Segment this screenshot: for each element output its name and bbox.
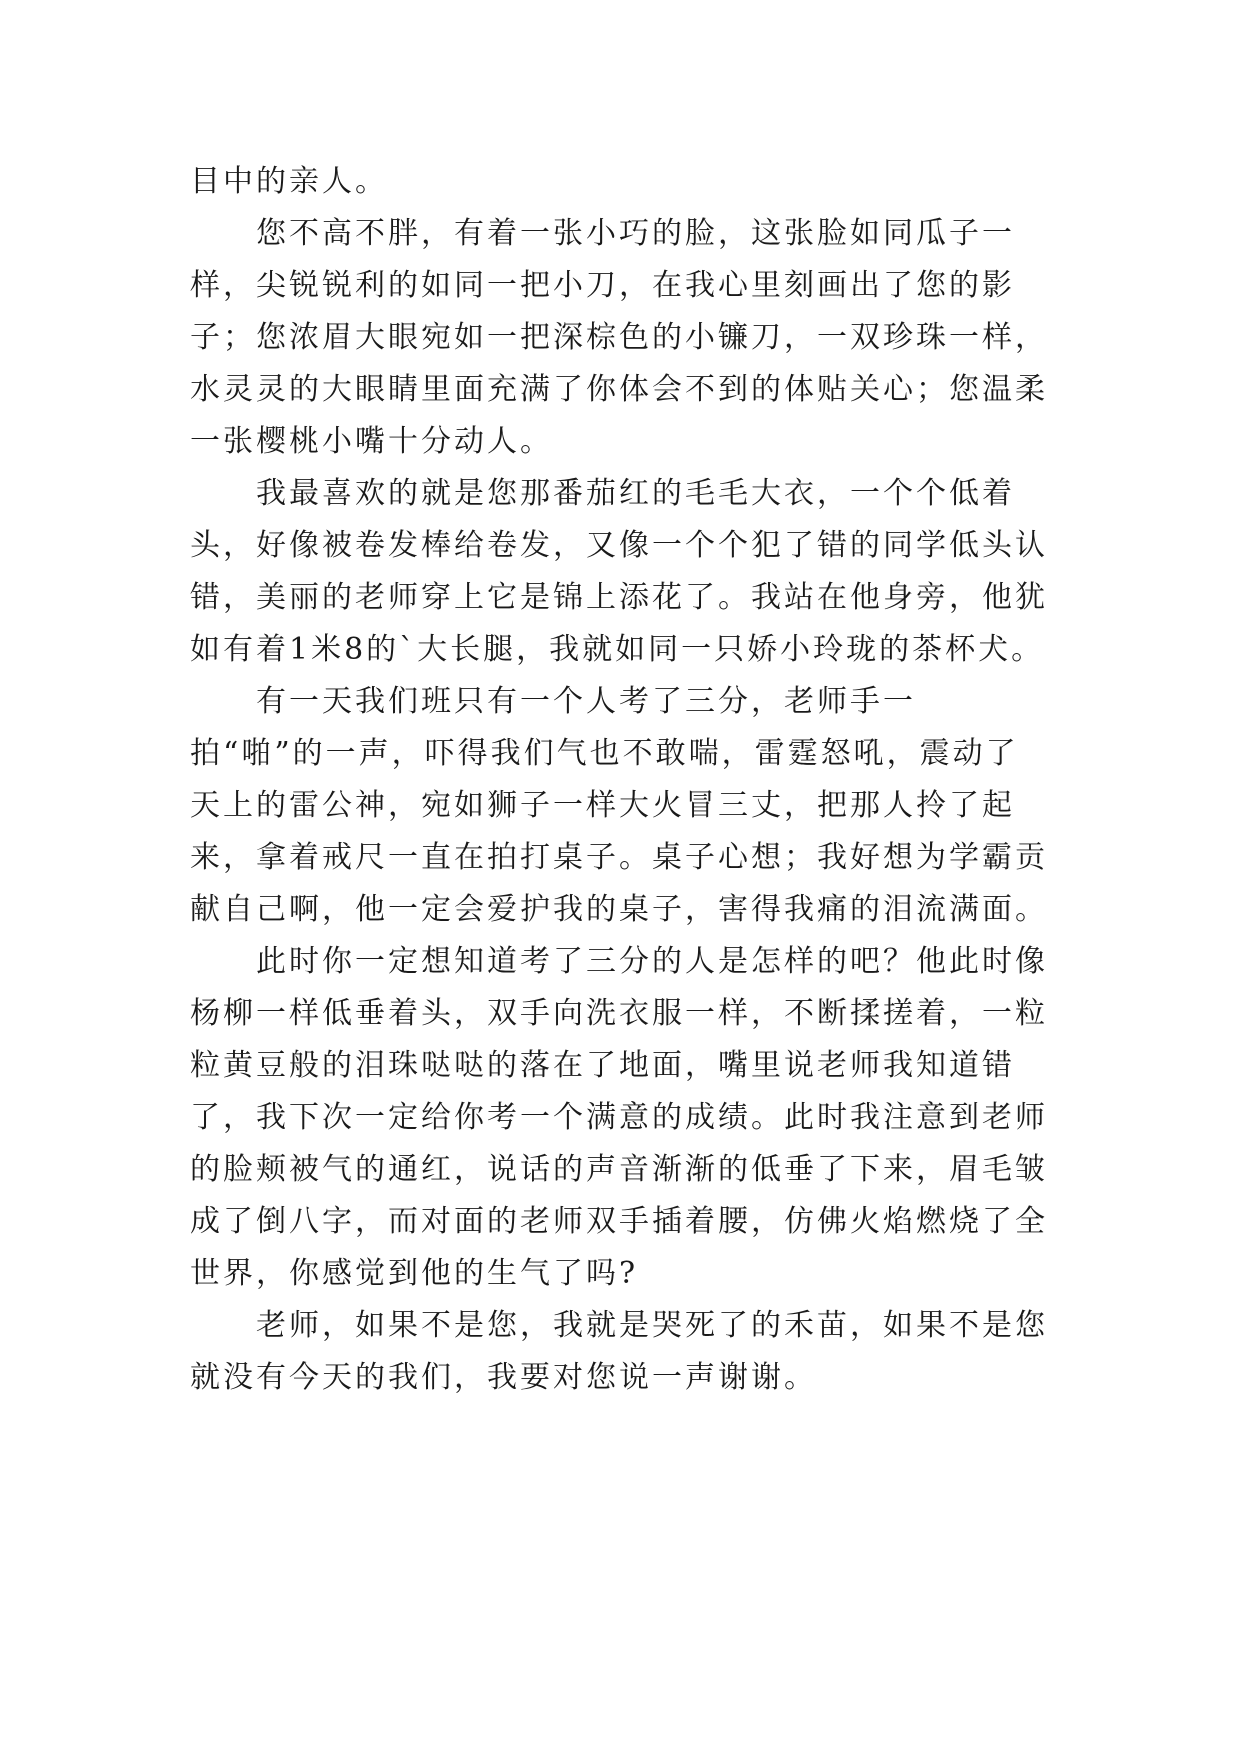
paragraph-student-reaction: 此时你一定想知道考了三分的人是怎样的吧？他此时像杨柳一样低垂着头，双手向洗衣服一样，不断揉搓着，一粒粒黄豆般的泪珠哒哒的落在了地面，嘴里说老师我知道错了，我下次一定给你考一个满意的成绩。此时我注意到老师的脸颊被气的通红，说话的声音渐渐的低垂了下来，眉毛皱成了倒八字，而对面的老师双手插着腰，仿佛火焰燃烧了全世界，你感觉到他的生气了吗? (190, 944, 1048, 1291)
essay-body (190, 156, 1050, 1404)
paragraph-teacher-appearance: 您不高不胖，有着一张小巧的脸，这张脸如同瓜子一样，尖锐锐利的如同一把小刀，在我心里刻画出了您的影子；您浓眉大眼宛如一把深棕色的小镰刀，一双珍珠一样，水灵灵的大眼睛里面充满了你体会不到的体贴关心；您温柔一张樱桃小嘴十分动人。 (190, 216, 1048, 459)
paragraph-thanks: 老师，如果不是您，我就是哭死了的禾苗，如果不是您就没有今天的我们，我要对您说一声谢谢。 (190, 1308, 1048, 1395)
paragraph-red-coat: 我最喜欢的就是您那番茄红的毛毛大衣，一个个低着头，好像被卷发棒给卷发，又像一个个犯了错的同学低头认错，美丽的老师穿上它是锦上添花了。我站在他身旁，他犹如有着1米8的`大长腿，我就如同一只娇小玲珑的茶杯犬。 (190, 476, 1048, 667)
paragraph-three-points: 有一天我们班只有一个人考了三分，老师手一拍“啪”的一声，吓得我们气也不敢喘，雷霆怒吼，震动了天上的雷公神，宛如狮子一样大火冒三丈，把那人拎了起来，拿着戒尺一直在拍打桌子。桌子心想；我好想为学霸贡献自己啊，他一定会爱护我的桌子，害得我痛的泪流满面。 (190, 684, 1048, 927)
paragraph-continuation: 目中的亲人。 (190, 164, 388, 199)
